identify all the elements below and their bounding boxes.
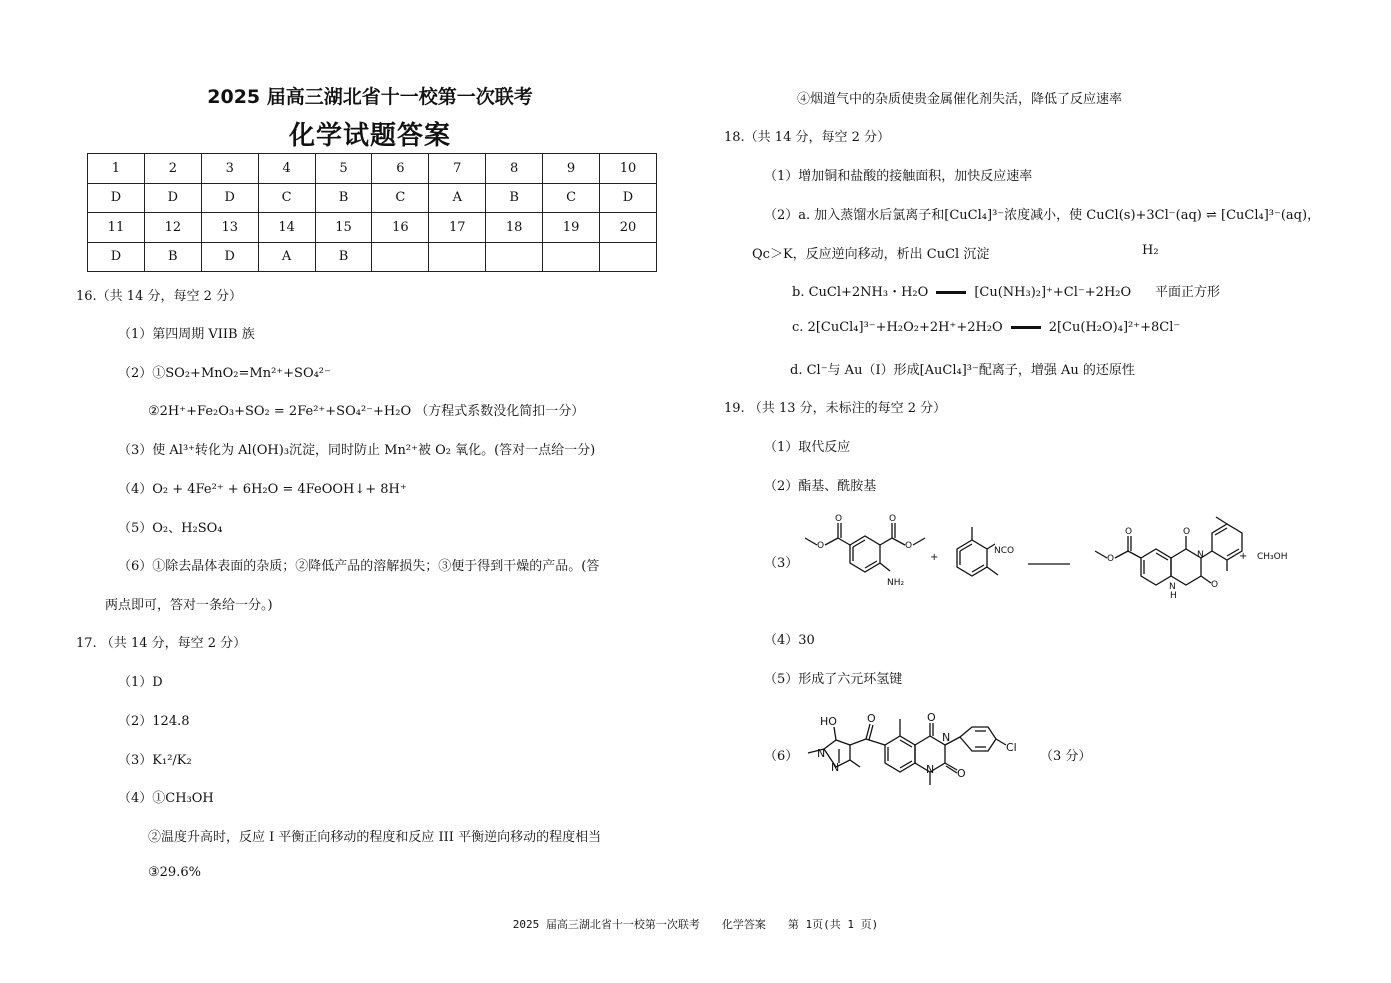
answer-title: 化学试题答案 xyxy=(288,121,451,151)
table-row xyxy=(88,213,657,243)
q16-answer-2a: （2）①SO₂+MnO₂=Mn²⁺+SO₄²⁻ xyxy=(118,366,331,381)
oxygen-label: O xyxy=(835,514,843,524)
answer-table xyxy=(87,153,657,272)
q16-answer-6a: （6）①除去晶体表面的杂质；②降低产品的溶解损失；③便于得到干燥的产品。(答 xyxy=(118,559,600,574)
q16-answer-1: （1）第四周期 VIIB 族 xyxy=(118,327,255,342)
table-cell: B xyxy=(315,242,372,272)
nitrogen-label: N xyxy=(942,731,951,744)
table-cell: 13 xyxy=(201,213,258,243)
table-cell: B xyxy=(486,183,543,213)
table-cell: B xyxy=(144,242,201,272)
table-cell: 9 xyxy=(543,154,600,184)
reaction-scheme xyxy=(795,505,1305,600)
benzene-ring xyxy=(957,540,987,576)
q18-answer-2a: （2）a. 加入蒸馏水后氯离子和[CuCl₄]³⁻浓度减小，使 CuCl(s)+3Cl⁻(aq) ⇌ [CuCl₄]³⁻(aq)， xyxy=(764,208,1321,223)
table-cell: D xyxy=(201,242,258,272)
table-cell: 4 xyxy=(258,154,315,184)
table-cell: C xyxy=(372,183,429,213)
equation-right: [Cu(NH₃)₂]⁺+Cl⁻+2H₂O xyxy=(974,285,1132,300)
table-cell: 17 xyxy=(429,213,486,243)
benzene-ring xyxy=(850,536,880,572)
table-cell: 12 xyxy=(144,213,201,243)
q18-answer-2c xyxy=(792,320,1180,335)
equation-right: 2[Cu(H₂O)₄]²⁺+8Cl⁻ xyxy=(1048,320,1181,335)
hydrogen-label: H xyxy=(1170,591,1177,600)
amine-label: NH₂ xyxy=(887,578,905,588)
equation-left: c. 2[CuCl₄]³⁻+H₂O₂+2H⁺+2H₂O xyxy=(792,320,1003,335)
q18-answer-2a-cont: Qc＞K，反应逆向移动，析出 CuCl 沉淀 xyxy=(752,247,990,262)
table-cell: A xyxy=(429,183,486,213)
table-cell: 20 xyxy=(600,213,657,243)
hydroxyl-label: HO xyxy=(820,715,837,728)
q18-gas-label: H₂ xyxy=(1142,243,1159,258)
q17-answer-4a: （4）①CH₃OH xyxy=(118,791,214,806)
q17-answer-2: （2）124.8 xyxy=(118,714,190,729)
oxygen-label: O xyxy=(957,767,966,780)
q18-answer-2b xyxy=(792,281,1131,300)
benzene-ring xyxy=(1141,549,1171,585)
table-cell: 18 xyxy=(486,213,543,243)
exam-title: 2025 届高三湖北省十一校第一次联考 xyxy=(207,86,533,108)
oxygen-label: O xyxy=(1183,527,1191,537)
q19-answer-3: （3） xyxy=(764,556,799,571)
table-row xyxy=(88,154,657,184)
oxygen-label: O xyxy=(1211,580,1219,590)
table-cell: D xyxy=(201,183,258,213)
q16-answer-3: （3）使 Al³⁺转化为 Al(OH)₃沉淀，同时防止 Mn²⁺被 O₂ 氧化。(答对一点给一分) xyxy=(118,443,596,458)
oxygen-label: O xyxy=(1125,527,1133,537)
equation-left: b. CuCl+2NH₃・H₂O xyxy=(792,285,929,300)
q19-answer-1: （1）取代反应 xyxy=(764,440,851,455)
q18-heading: 18.（共 14 分，每空 2 分） xyxy=(724,130,891,145)
table-cell: 14 xyxy=(258,213,315,243)
table-cell: 8 xyxy=(486,154,543,184)
table-cell: 6 xyxy=(372,154,429,184)
q19-answer-6: （6） xyxy=(764,749,799,764)
table-cell: 16 xyxy=(372,213,429,243)
table-cell: D xyxy=(600,183,657,213)
q18-answer-1: （1）增加铜和盐酸的接触面积，加快反应速率 xyxy=(764,169,1033,184)
nitrogen-label: N xyxy=(831,761,840,774)
q17-answer-3: （3）K₁²/K₂ xyxy=(118,753,192,768)
q17-answer-4b: ②温度升高时，反应 I 平衡正向移动的程度和反应 III 平衡逆向移动的程度相当 xyxy=(148,830,602,845)
table-cell xyxy=(543,242,600,272)
oxygen-label: O xyxy=(817,541,825,551)
q19-answer-2: （2）酯基、酰胺基 xyxy=(764,479,877,494)
table-row xyxy=(88,242,657,272)
table-cell: 2 xyxy=(144,154,201,184)
table-row xyxy=(88,183,657,213)
product-structure xyxy=(800,705,1040,805)
nitrogen-label: N xyxy=(926,763,935,776)
q16-answer-5: （5）O₂、H₂SO₄ xyxy=(118,521,223,536)
table-cell: C xyxy=(258,183,315,213)
oxygen-label: O xyxy=(905,541,913,551)
oxygen-label: O xyxy=(1107,554,1115,564)
equals-bar xyxy=(936,291,966,294)
table-cell: D xyxy=(88,183,145,213)
table-cell: D xyxy=(144,183,201,213)
nitrogen-label: N xyxy=(1197,550,1204,560)
q19-answer-6-score: （3 分） xyxy=(1040,749,1092,764)
q19-heading: 19. （共 13 分，未标注的每空 2 分） xyxy=(724,401,947,416)
plus-sign: + xyxy=(1239,551,1248,562)
table-cell: C xyxy=(543,183,600,213)
table-cell: 1 xyxy=(88,154,145,184)
table-cell: A xyxy=(258,242,315,272)
table-cell xyxy=(600,242,657,272)
q17-answer-1: （1）D xyxy=(118,675,163,690)
table-cell: 3 xyxy=(201,154,258,184)
table-cell xyxy=(429,242,486,272)
table-cell: 19 xyxy=(543,213,600,243)
chlorine-label: Cl xyxy=(1006,741,1017,754)
benzene-ring xyxy=(1212,524,1242,560)
q18-answer-2d: d. Cl⁻与 Au（Ⅰ）形成[AuCl₄]³⁻配离子，增强 Au 的还原性 xyxy=(790,363,1135,378)
q16-answer-2b: ②2H⁺+Fe₂O₃+SO₂ = 2Fe²⁺+SO₄²⁻+H₂O （方程式系数没化简扣一分） xyxy=(148,404,585,419)
table-cell: 7 xyxy=(429,154,486,184)
table-cell: B xyxy=(315,183,372,213)
table-cell xyxy=(486,242,543,272)
oxygen-label: O xyxy=(889,514,897,524)
nitrogen-label: N xyxy=(817,747,826,760)
table-cell: 10 xyxy=(600,154,657,184)
benzene-ring xyxy=(885,736,915,772)
q17-answer-4c: ③29.6% xyxy=(148,865,201,880)
q19-answer-4: （4）30 xyxy=(764,633,815,648)
q16-heading: 16.（共 14 分，每空 2 分） xyxy=(76,289,243,304)
equals-bar xyxy=(1011,326,1041,329)
oxygen-label: O xyxy=(867,712,876,725)
table-cell: 15 xyxy=(315,213,372,243)
q17-answer-4d: ④烟道气中的杂质使贵金属催化剂失活，降低了反应速率 xyxy=(797,92,1123,107)
q18-geometry: 平面正方形 xyxy=(1155,285,1221,300)
plus-sign: + xyxy=(930,552,939,563)
table-cell xyxy=(372,242,429,272)
table-cell: 11 xyxy=(88,213,145,243)
nitrogen-label: N xyxy=(1169,582,1176,592)
methanol-label: CH₃OH xyxy=(1257,552,1288,562)
page-footer: 2025 届高三湖北省十一校第一次联考 化学答案 第 1页(共 1 页) xyxy=(512,918,879,931)
q16-answer-6b: 两点即可，答对一条给一分。) xyxy=(105,598,273,613)
q17-heading: 17. （共 14 分，每空 2 分） xyxy=(76,636,247,651)
q16-answer-4: （4）O₂ + 4Fe²⁺ + 6H₂O = 4FeOOH↓+ 8H⁺ xyxy=(118,482,407,497)
oxygen-label: O xyxy=(927,711,936,724)
table-cell: D xyxy=(88,242,145,272)
isocyanate-label: NCO xyxy=(994,546,1015,556)
table-cell: 5 xyxy=(315,154,372,184)
q19-answer-5: （5）形成了六元环氢键 xyxy=(764,672,903,687)
